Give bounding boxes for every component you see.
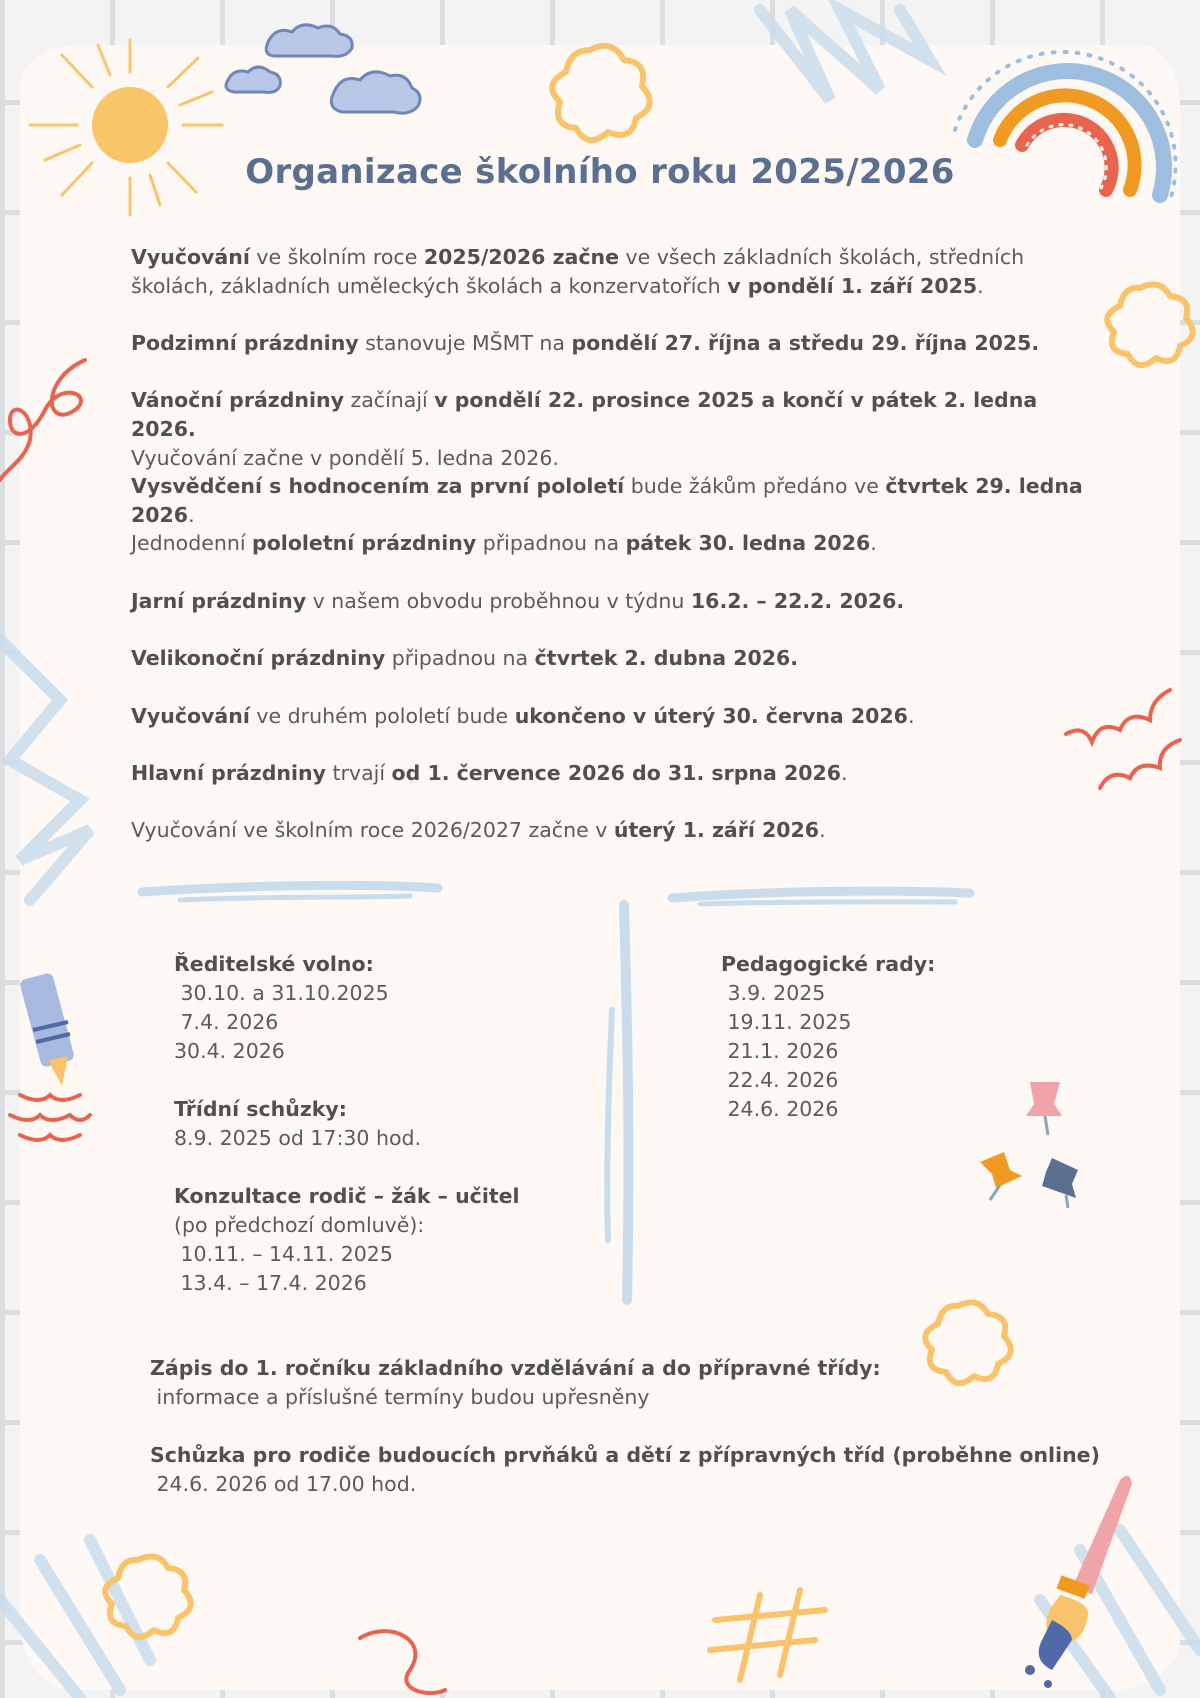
bold-text: čtvrtek 2. dubna 2026.: [534, 646, 799, 670]
bold-text: Vyučování: [131, 704, 250, 728]
text: bude žákům předáno ve: [624, 474, 886, 498]
schedule-paragraph: [131, 644, 1106, 673]
schedule-paragraph: [131, 759, 1106, 788]
bold-text: od 1. července 2026 do 31. srpna 2026: [391, 761, 841, 785]
text: v našem obvodu proběhnou v týdnu: [306, 589, 691, 613]
text: Vyučování začne v pondělí 5. ledna 2026.: [131, 446, 559, 470]
schedule-paragraph: [131, 243, 1106, 301]
bold-text: pátek 30. ledna 2026: [625, 531, 871, 555]
text: Jednodenní: [131, 531, 253, 555]
pedagogicke-rady-heading: Pedagogické rady:: [721, 952, 936, 976]
text: .: [819, 818, 826, 842]
pedagogicke-rady-date: 21.1. 2026: [721, 1039, 839, 1063]
text: ve všech základních školách, středních školách, základních uměleckých školách a konzervatořích: [131, 245, 1025, 298]
reditelske-volno-heading: Ředitelské volno:: [174, 952, 374, 976]
bold-text: Hlavní prázdniny: [131, 761, 326, 785]
bottom-section: [150, 1354, 1100, 1499]
pedagogicke-rady-date: 24.6. 2026: [721, 1097, 839, 1121]
zapis-heading: Zápis do 1. ročníku základního vzdělávání a do přípravné třídy:: [150, 1356, 881, 1380]
left-column: [174, 950, 520, 1298]
bold-text: Jarní prázdniny: [131, 589, 307, 613]
bold-text: Vyučování: [131, 245, 250, 269]
schedule-paragraph: [131, 816, 1106, 845]
bold-text: v pondělí 1. září 2025: [727, 274, 978, 298]
konzultace-note: (po předchozí domluvě):: [174, 1213, 425, 1237]
konzultace-heading: Konzultace rodič – žák – učitel: [174, 1184, 520, 1208]
schedule-paragraph: [131, 587, 1106, 616]
page-title: Organizace školního roku 2025/2026: [245, 152, 955, 192]
schedule-paragraph: [131, 386, 1106, 473]
pedagogicke-rady-date: 19.11. 2025: [721, 1010, 852, 1034]
bold-text: pololetní prázdniny: [252, 531, 477, 555]
bold-text: 16.2. – 22.2. 2026.: [690, 589, 905, 613]
cloud-icon: [226, 25, 420, 113]
text: připadnou na: [385, 646, 535, 670]
schuzka-heading: Schůzka pro rodiče budoucích prvňáků a dětí z přípravných tříd (proběhne online): [150, 1443, 1100, 1467]
text: .: [841, 761, 848, 785]
pushpin-icon: [980, 1082, 1078, 1208]
text: .: [188, 503, 195, 527]
bold-text: čtvrtek 29. ledna 2026: [131, 474, 1083, 527]
crayon-icon: [19, 972, 75, 1086]
bold-text: Podzimní prázdniny: [131, 331, 359, 355]
konzultace-date: 10.11. – 14.11. 2025: [174, 1242, 393, 1266]
bold-text: Vánoční prázdniny: [131, 388, 344, 412]
schuzka-text: 24.6. 2026 od 17.00 hod.: [150, 1472, 417, 1496]
schedule-paragraph: [131, 472, 1106, 530]
hashtag-doodle-icon: [710, 1590, 825, 1680]
text: ve druhém pololetí bude: [249, 704, 515, 728]
text: připadnou na: [476, 531, 626, 555]
bold-text: v pondělí 22. prosince 2025 a končí v pátek 2. ledna 2026.: [131, 388, 1038, 441]
tridni-schuzky-heading: Třídní schůzky:: [174, 1097, 347, 1121]
text: .: [977, 274, 984, 298]
reditelske-volno-date: 30.4. 2026: [174, 1039, 285, 1063]
pedagogicke-rady-date: 3.9. 2025: [721, 981, 826, 1005]
text: ve školním roce: [249, 245, 424, 269]
bold-text: 2025/2026 začne: [423, 245, 619, 269]
konzultace-date: 13.4. – 17.4. 2026: [174, 1271, 367, 1295]
schedule-paragraph: [131, 529, 1106, 558]
bold-text: ukončeno v úterý 30. června 2026: [514, 704, 908, 728]
bold-text: Velikonoční prázdniny: [131, 646, 386, 670]
bold-text: pondělí 27. října a středu 29. října 2025.: [571, 331, 1040, 355]
schedule-paragraph: [131, 329, 1106, 358]
text: začínají: [343, 388, 435, 412]
pedagogicke-rady-date: 22.4. 2026: [721, 1068, 839, 1092]
tridni-schuzky-date: 8.9. 2025 od 17:30 hod.: [174, 1126, 422, 1150]
reditelske-volno-date: 30.10. a 31.10.2025: [174, 981, 389, 1005]
zapis-text: informace a příslušné termíny budou upřesněny: [150, 1385, 650, 1409]
text: Vyučování ve školním roce 2026/2027 začne v: [131, 818, 614, 842]
text: .: [870, 531, 877, 555]
text: .: [907, 704, 915, 728]
text: trvají: [325, 761, 392, 785]
text: stanovuje MŠMT na: [358, 331, 572, 355]
schedule-paragraph: [131, 702, 1106, 731]
bold-text: úterý 1. září 2026: [613, 818, 820, 842]
right-column: [721, 950, 935, 1124]
reditelske-volno-date: 7.4. 2026: [174, 1010, 279, 1034]
bold-text: Vysvědčení s hodnocením za první pololetí: [131, 474, 625, 498]
